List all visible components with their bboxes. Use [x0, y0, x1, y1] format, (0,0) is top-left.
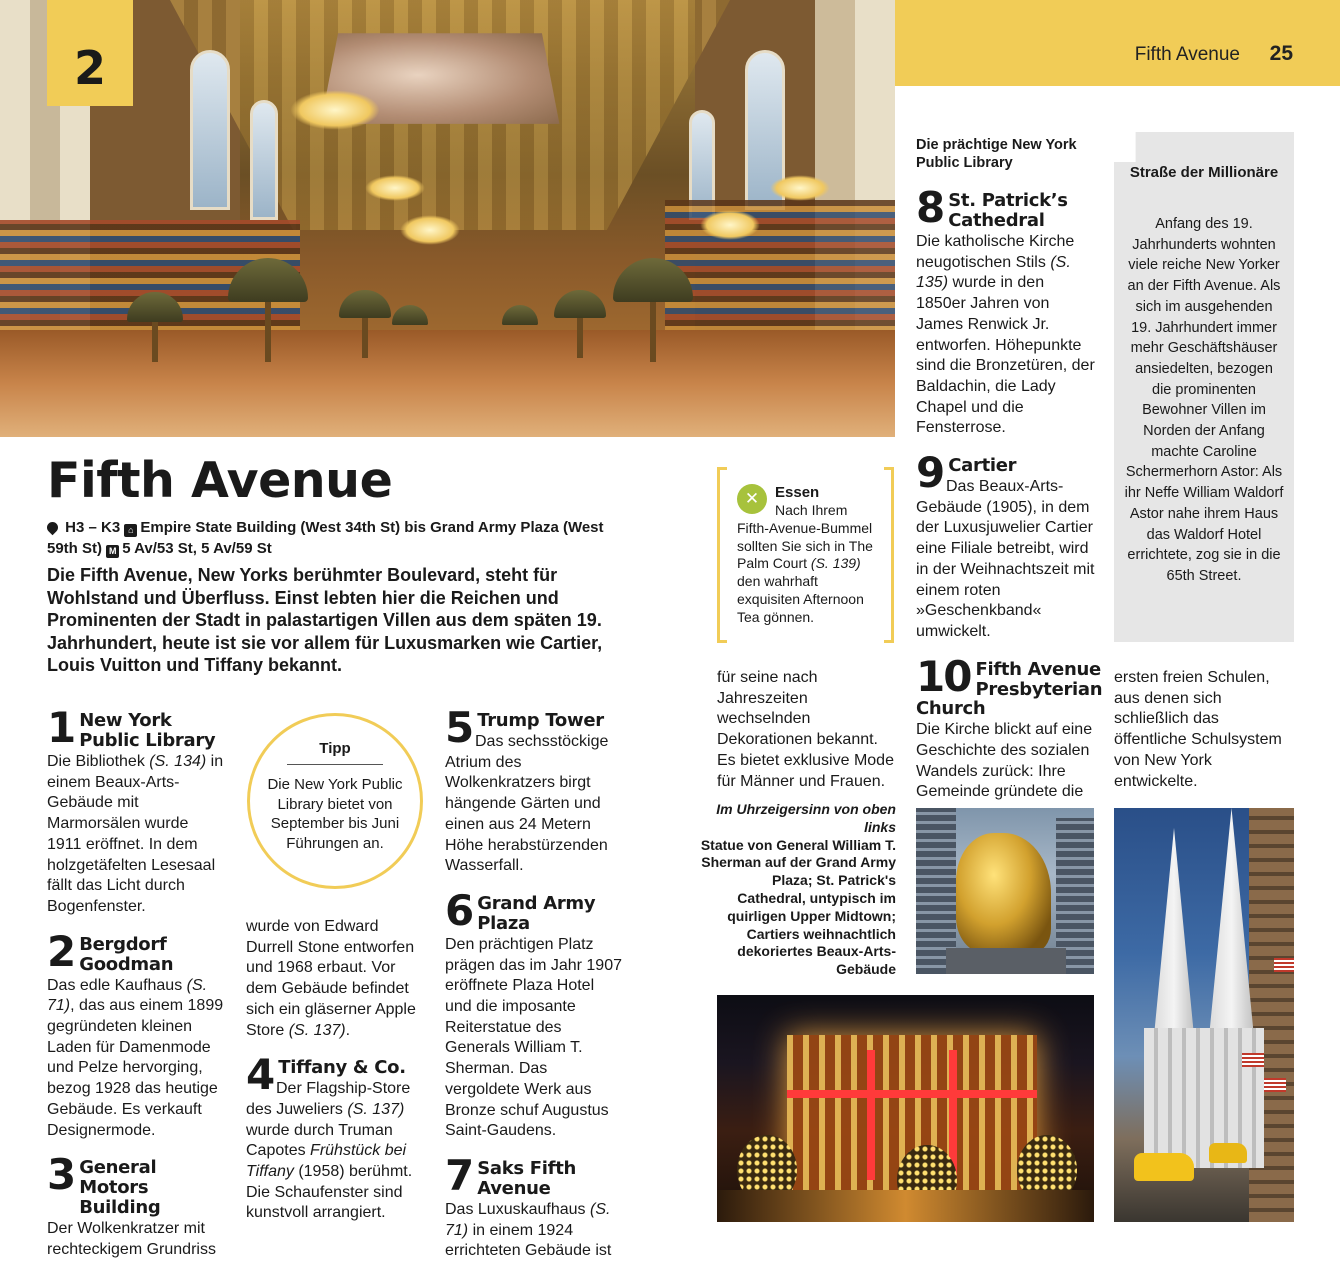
entry-number: 6: [445, 885, 473, 935]
caption-intro: Im Uhrzeigersinn von oben links: [716, 801, 896, 835]
entry-text: , das aus einem 1899 gegründeten kleinen Laden für Damenmode und Pelze hervorging, bezog 1928 das heutige Gebäude. Es verkauft Designermode.: [47, 997, 224, 1139]
entry-text: Die katholische Kirche neugotischen Stils: [916, 233, 1075, 271]
entry-text: Das Beaux-Arts-Gebäude (1905), in dem der Luxusjuwelier Cartier eine Filiale betreibt, wird in der Weihnachtszeit mit einem roten »Geschenkband« umwickelt.: [916, 478, 1095, 640]
page-reference: (S. 71): [445, 1200, 611, 1239]
page-title: Fifth Avenue: [47, 452, 393, 509]
hero-photo-library-reading-room: [0, 0, 895, 437]
entry-title: Grand Army: [477, 892, 596, 914]
entry-text: in einem Beaux-Arts-Gebäude mit Marmorsälen wurde 1911 eröffnet. In dem holzgetäfelten Lesesaal fällt das Licht durch Bogenfenster.: [47, 753, 224, 915]
page-reference: (S. 135): [916, 253, 1071, 292]
entry-text: Der Flagship-Store des Juweliers: [246, 1080, 411, 1118]
page-reference: (S. 137): [288, 1021, 346, 1039]
entry-text: Die Bibliothek: [47, 753, 150, 770]
entry-title: Cathedral: [948, 210, 1045, 231]
sidebar-title: Straße der Millionäre: [1129, 164, 1279, 181]
entry-title: Cartier: [948, 455, 1017, 477]
entry-title: St. Patrick’s: [948, 190, 1068, 211]
tip-divider: [287, 764, 383, 765]
entry-2: [47, 926, 227, 1142]
entry-text: in einem 1924 errichteten Gebäude ist: [445, 1221, 612, 1260]
entry-text: wurde in den 1850er Jahren von James Renwick Jr. entworfen. Höhepunkte sind die Bronzetüren, der Baldachin, die Lady Chapel und die Fensterrose.: [916, 274, 1095, 437]
column-2: [246, 917, 426, 1224]
bracket-right: [884, 467, 894, 643]
entry-title: Trump Tower: [477, 710, 604, 731]
column-5: [916, 183, 1103, 803]
subway-icon: M: [106, 545, 119, 558]
entry-number: 5: [445, 703, 473, 752]
sidebar-notch: [1114, 132, 1294, 162]
photo-caption-top: Die prächtige New York Public Library: [916, 137, 1077, 171]
entry-title: Bergdorf: [79, 933, 167, 955]
entry-9: [916, 448, 1098, 643]
entry-1: [47, 703, 227, 918]
photo-caption-bottom: [700, 801, 896, 979]
entry-title: Saks Fifth: [477, 1157, 577, 1179]
home-icon: ⌂: [124, 524, 137, 537]
entry-text: Das Luxuskaufhaus: [445, 1200, 590, 1218]
entry-number: 3: [47, 1150, 75, 1200]
entry-title: Church: [916, 697, 986, 719]
entry-number: 9: [916, 448, 944, 498]
entry-title: Presbyterian: [975, 678, 1103, 700]
entry-title: Plaza: [477, 912, 530, 934]
cutlery-icon: ✕: [737, 484, 767, 514]
running-header-title: Fifth Avenue: [1134, 44, 1240, 65]
page-number: 25: [1269, 42, 1293, 65]
entry-3-continued: [246, 917, 426, 1041]
entry-title: Avenue: [477, 1177, 551, 1199]
entry-title: Tiffany & Co.: [278, 1057, 406, 1079]
entry-title: Goodman: [79, 953, 174, 975]
entry-number: 2: [47, 926, 75, 976]
eating-text-part: Nach Ihrem Fifth-Avenue-Bummel sollten Sie sich in The Palm Court: [737, 502, 873, 572]
entry-text: Der Wolkenkratzer mit rechteckigem Grundriss: [47, 1220, 216, 1258]
entry-4: [246, 1050, 426, 1224]
book-title: Frühstück bei Tiffany: [246, 1142, 407, 1181]
entry-text: (1958) berühmt. Die Schaufenster sind kunstvoll arrangiert.: [246, 1163, 413, 1222]
entry-number: 8: [916, 183, 944, 232]
bracket-left: [717, 467, 727, 643]
sidebar-text: Anfang des 19. Jahrhunderts wohnten viele reiche New Yorker an der Fifth Avenue. Als sich im ausgehenden 19. Jahrhundert immer mehr Geschäftshäuser ansiedelten, bezogen die prominenten Bewohner Villen im Norden der Anfang machte Caroline Schermerhorn Astor: Als ihr Neffe William Waldorf Astor nahe ihrem Haus das Waldorf Hotel errichtete, zog sie in die 65th Street.: [1124, 216, 1284, 584]
page-reference: (S. 139): [810, 555, 861, 572]
entry-title: Building: [79, 1197, 161, 1219]
photo-sherman-statue: [916, 808, 1094, 974]
entry-text: Das sechsstöckige Atrium des Wolkenkratzers birgt hängende Gärten und einen aus 24 Metern Höhe herabstürzenden Wasserfall.: [445, 733, 609, 875]
tip-circle: [247, 713, 423, 889]
entry-number: 1: [47, 703, 75, 752]
entry-6: [445, 885, 625, 1142]
entry-text: Den prächtigen Platz prägen das im Jahr 1907 eröffnete Plaza Hotel und die imposante Reiterstatue des Generals William T. Sherman. Das vergoldete Werk aus Bronze schuf Augustus Saint-Gaudens.: [445, 935, 622, 1140]
eating-tip-box: [717, 467, 894, 643]
entry-title: General Motors: [79, 1157, 157, 1199]
address: Empire State Building (West 34th St) bis Grand Army Plaza (West 59th St): [47, 519, 604, 557]
entry-text: wurde von Edward Durrell Stone entworfen und 1968 erbaut. Vor dem Gebäude befindet sich ein gläserner Apple Store: [246, 918, 416, 1039]
map-pin-icon: [45, 520, 61, 536]
entry-number: 10: [916, 651, 971, 701]
page-reference: (S. 134): [149, 753, 207, 770]
entry-text: wurde durch Truman Capotes: [246, 1121, 393, 1160]
entry-text: ersten freien Schulen, aus denen sich schließlich das öffentliche Schulsystem von New York entwickelte.: [1114, 669, 1282, 790]
tip-title: Tipp: [319, 740, 351, 757]
page-reference: (S. 137): [347, 1100, 405, 1118]
entry-3: [47, 1150, 227, 1260]
sidebar-box: [1114, 132, 1294, 642]
entry-title: New York: [79, 710, 172, 731]
column-6-text: [1114, 668, 1294, 792]
entry-text: für seine nach Jahreszeiten wechselnden Dekorationen bekannt. Es bietet exklusive Mode für Männer und Frauen.: [717, 669, 894, 790]
entry-10: [916, 651, 1103, 804]
intro-paragraph: Die Fifth Avenue, New Yorks berühmter Boulevard, steht für Wohlstand und Überfluss. Einst lebten hier die Reichen und Prominenten der Stadt in palastartigen Villen aus dem späten 19. Jahrhundert, heute ist sie vor allem für Luxusmarken wie Cartier, Louis Vuitton und Tiffany bekannt.: [47, 565, 603, 675]
entry-7: [445, 1150, 625, 1262]
map-reference: H3 – K3: [65, 519, 121, 536]
entry-8: [916, 183, 1098, 439]
caption-text: Statue von General William T. Sherman auf der Grand Army Plaza; St. Patrick's Cathedral, untypisch im quirligen Upper Midtown; Cartiers weihnachtlich dekoriertes Beaux-Arts-Gebäude: [700, 836, 896, 978]
entry-number: 4: [246, 1050, 274, 1100]
eating-text: [737, 502, 882, 627]
eating-label: Essen: [775, 484, 820, 501]
entry-title: Public Library: [79, 730, 216, 751]
column-3: [445, 703, 625, 1262]
subway-stations: 5 Av/53 St, 5 Av/59 St: [122, 540, 272, 557]
entry-5: [445, 703, 625, 877]
eating-text-part: den wahrhaft exquisiten Afternoon Tea gönnen.: [737, 573, 864, 625]
page-reference: (S. 71): [47, 976, 208, 1015]
tip-text: Die New York Public Library bietet von September bis Juni Führungen an.: [267, 776, 403, 852]
photo-cartier-building: [717, 995, 1094, 1222]
photo-st-patricks-cathedral: [1114, 808, 1294, 1222]
location-info: [47, 517, 607, 559]
entry-text: .: [345, 1021, 351, 1039]
entry-title: Fifth Avenue: [975, 658, 1101, 680]
chapter-number-tab: 2: [47, 0, 133, 106]
entry-text: Das edle Kaufhaus: [47, 976, 187, 994]
entry-number: 7: [445, 1150, 473, 1200]
column-1: [47, 703, 227, 1261]
entry-text: Die Kirche blickt auf eine Geschichte des sozialen Wandels zurück: Ihre Gemeinde gründete die: [916, 721, 1093, 801]
column-4-text: [717, 668, 897, 792]
